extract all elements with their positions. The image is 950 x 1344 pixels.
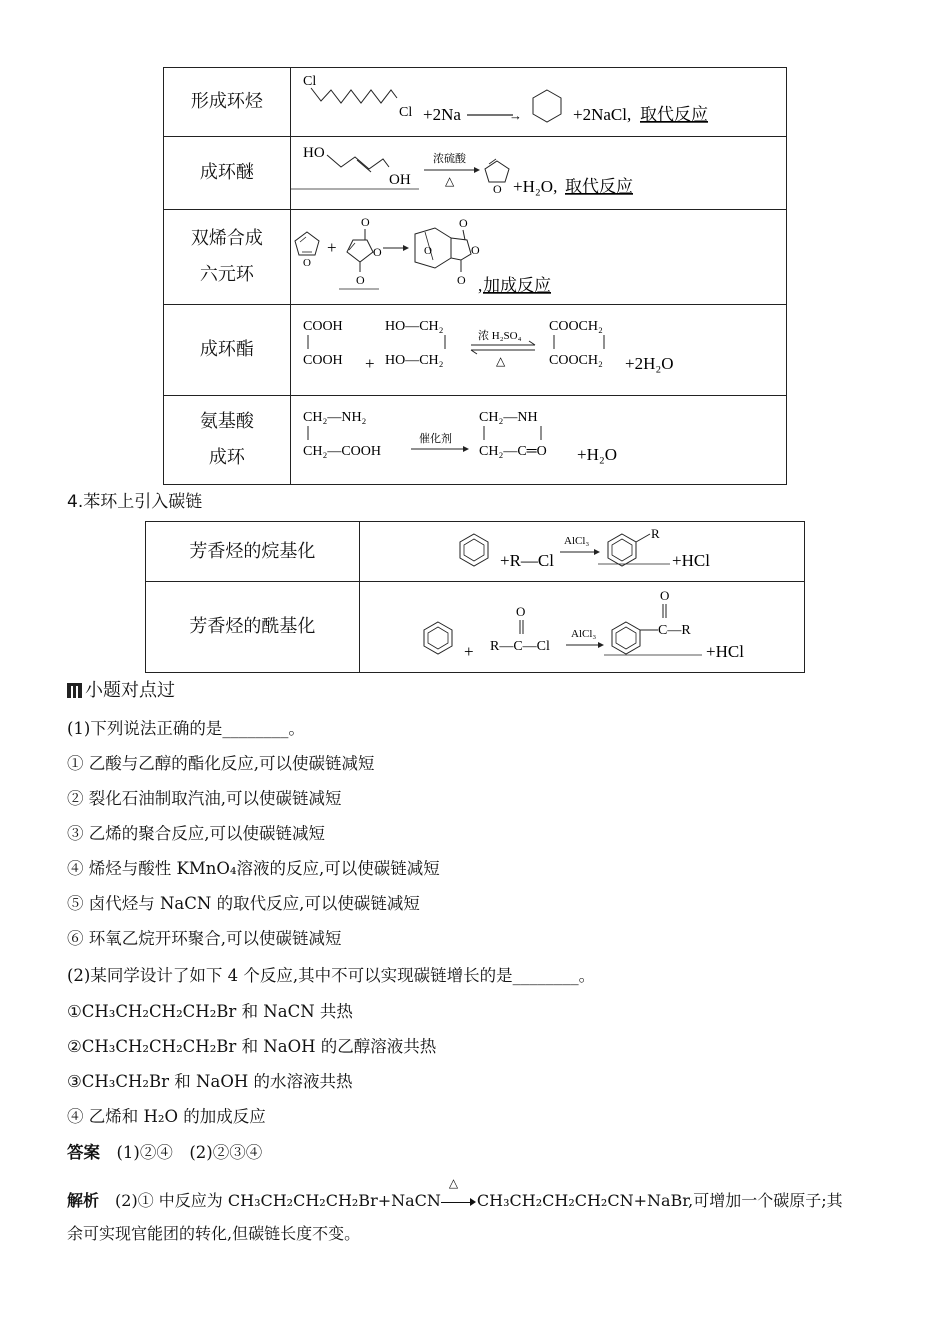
table-row [164, 396, 787, 485]
amino-acid-cyclization-equation [291, 396, 788, 485]
condition-bottom: △ [444, 174, 455, 188]
analysis-label: 解析 [67, 1191, 100, 1210]
question-stem: (2)某同学设计了如下 4 个反应,其中不可以实现碳链增长的是________。 [67, 966, 596, 985]
list-item: ② 裂化石油制取汽油,可以使碳链减短 [67, 789, 342, 808]
section-title-text: 小题对点过 [85, 680, 175, 701]
product: +HCl [705, 642, 744, 661]
product: +2NaCl, [572, 105, 632, 124]
row-label: 形成环烃 [164, 68, 291, 137]
cyclic-ester-equation [291, 305, 788, 396]
reaction-cell [290, 68, 786, 137]
reaction-cell [290, 305, 786, 396]
product: +2H₂O [624, 354, 674, 373]
atom-label: O [470, 243, 480, 257]
reaction-cell [359, 522, 804, 582]
answer-text: (1)②④ (2)②③④ [116, 1143, 263, 1162]
list-item: ①CH₃CH₂CH₂CH₂Br 和 NaCN 共热 [67, 1002, 353, 1021]
section-heading: 4.苯环上引入碳链 [67, 492, 203, 512]
diol-group: HO—CH₂ [384, 353, 444, 368]
list-item: ②CH₃CH₂CH₂CH₂Br 和 NaOH 的乙醇溶液共热 [67, 1037, 437, 1056]
table-row [146, 522, 805, 582]
plus-sign: + [364, 354, 375, 373]
row-label: 成环酯 [164, 305, 291, 396]
analysis-text: CH₃CH₂CH₂CH₂CN+NaBr,可增加一个碳原子;其 [476, 1191, 843, 1210]
table-row [164, 210, 787, 305]
reagent: +2Na [422, 105, 461, 124]
condition-top: 浓硫酸 [432, 152, 466, 165]
row-label [164, 396, 291, 485]
atom-label: O [355, 273, 365, 287]
atom-label: O [423, 245, 432, 257]
atom-label: Cl [398, 105, 413, 120]
reaction-type: 取代反应 [564, 177, 633, 197]
list-item: ③CH₃CH₂Br 和 NaOH 的水溶液共热 [67, 1072, 353, 1091]
analysis-text: (2)① 中反应为 CH₃CH₂CH₂CH₂Br+NaCN [115, 1191, 441, 1210]
list-item: ④ 乙烯和 H₂O 的加成反应 [67, 1107, 266, 1126]
svg-text:O: O [456, 273, 466, 287]
row-label: 芳香烃的酰基化 [146, 582, 360, 673]
condition-top: 催化剂 [418, 432, 452, 445]
row-label: 成环醚 [164, 137, 291, 210]
table-row [146, 582, 805, 673]
bicyclic-adduct [415, 228, 451, 268]
acid-group: CH₂—COOH [302, 444, 381, 459]
amine-group: CH₂—NH₂ [302, 410, 367, 425]
plus-sign: + [326, 238, 337, 257]
atom-label: O [458, 216, 468, 230]
row-label-line: 双烯合成 [190, 228, 263, 249]
ester-group: COOCH₂ [548, 319, 603, 334]
list-item: ① 乙酸与乙醇的酯化反应,可以使碳链减短 [67, 754, 375, 773]
ester-group: COOCH₂ [548, 353, 603, 368]
atom-label: Cl [302, 74, 317, 89]
section-title [67, 676, 175, 702]
row-label [164, 210, 291, 305]
reaction-type: 取代反应 [639, 105, 708, 125]
row-label: 芳香烃的烷基化 [146, 522, 360, 582]
table-row [164, 305, 787, 396]
cyclization-hydrocarbon-equation [291, 68, 788, 137]
row-label-line: 六元环 [199, 264, 254, 285]
question-stem: (1)下列说法正确的是________。 [67, 719, 305, 738]
catalyst: AlCl₃ [570, 628, 596, 640]
reaction-cell [290, 396, 786, 485]
substituent: R [650, 526, 660, 541]
table-row [164, 137, 787, 210]
svg-text:O: O [659, 588, 670, 603]
plus-sign: + [463, 642, 474, 661]
arrow-head: → [508, 108, 522, 123]
atom-label: O [360, 215, 370, 229]
benzene-alkylation-table [145, 521, 805, 673]
condition-bottom: △ [495, 354, 506, 368]
diol-group: HO—CH₂ [384, 319, 444, 334]
table-row [164, 68, 787, 137]
reaction-cell [359, 582, 804, 673]
reaction-cell [290, 210, 786, 305]
list-item: ⑤ 卤代烃与 NaCN 的取代反应,可以使碳链减短 [67, 894, 420, 913]
cyclohexane-ring [533, 90, 561, 122]
maleic-anhydride-ring [347, 240, 373, 262]
product: +H₂O [576, 445, 617, 464]
list-item: ④ 烯烃与酸性 KMnO₄溶液的反应,可以使碳链减短 [67, 859, 440, 878]
arrow-condition: △ [448, 1175, 459, 1190]
acid-group: COOH [302, 353, 343, 368]
diels-alder-equation [291, 210, 788, 305]
substituent: C—R [657, 623, 691, 638]
alkylation-equation [360, 522, 806, 582]
analysis [67, 1175, 843, 1211]
atom-label: HO [302, 145, 325, 161]
atom-label: O [302, 257, 311, 269]
atom-label: O [372, 245, 382, 259]
product: +HCl [671, 551, 710, 570]
dihydrofuran-ring [485, 161, 509, 182]
reaction-cell [290, 137, 786, 210]
reaction-type: 加成反应 [482, 276, 551, 296]
atom-label: OH [388, 172, 411, 188]
acid-group: COOH [302, 319, 343, 334]
furan-ring [295, 232, 319, 255]
row-label-line: 氨基酸 [199, 411, 254, 432]
section-icon [67, 683, 82, 698]
analysis-line2: 余可实现官能团的转化,但碳链长度不变。 [67, 1224, 361, 1243]
ring-atoms: CH₂—C═O [478, 444, 547, 459]
acyl-chloride: R—C—Cl [489, 639, 550, 654]
atom-label: O [492, 182, 502, 196]
catalyst: AlCl₃ [563, 535, 589, 547]
acylation-equation [360, 582, 806, 673]
condition-top: 浓 H₂SO₄ [477, 330, 522, 342]
punctuation: , [477, 276, 483, 295]
reaction-arrow [441, 1175, 477, 1210]
list-item: ③ 乙烯的聚合反应,可以使碳链减短 [67, 824, 325, 843]
answer-label: 答案 [67, 1143, 100, 1162]
carbonyl-oxygen: O [515, 604, 526, 619]
row-label-line: 成环 [208, 447, 245, 468]
list-item: ⑥ 环氧乙烷开环聚合,可以使碳链减短 [67, 929, 342, 948]
reagent: +R—Cl [499, 551, 554, 570]
product: +H₂O, [512, 177, 558, 196]
ring-atoms: CH₂—NH [478, 410, 538, 425]
cyclic-ether-equation [291, 137, 788, 210]
answer [67, 1139, 262, 1163]
ring-formation-table [163, 67, 787, 485]
